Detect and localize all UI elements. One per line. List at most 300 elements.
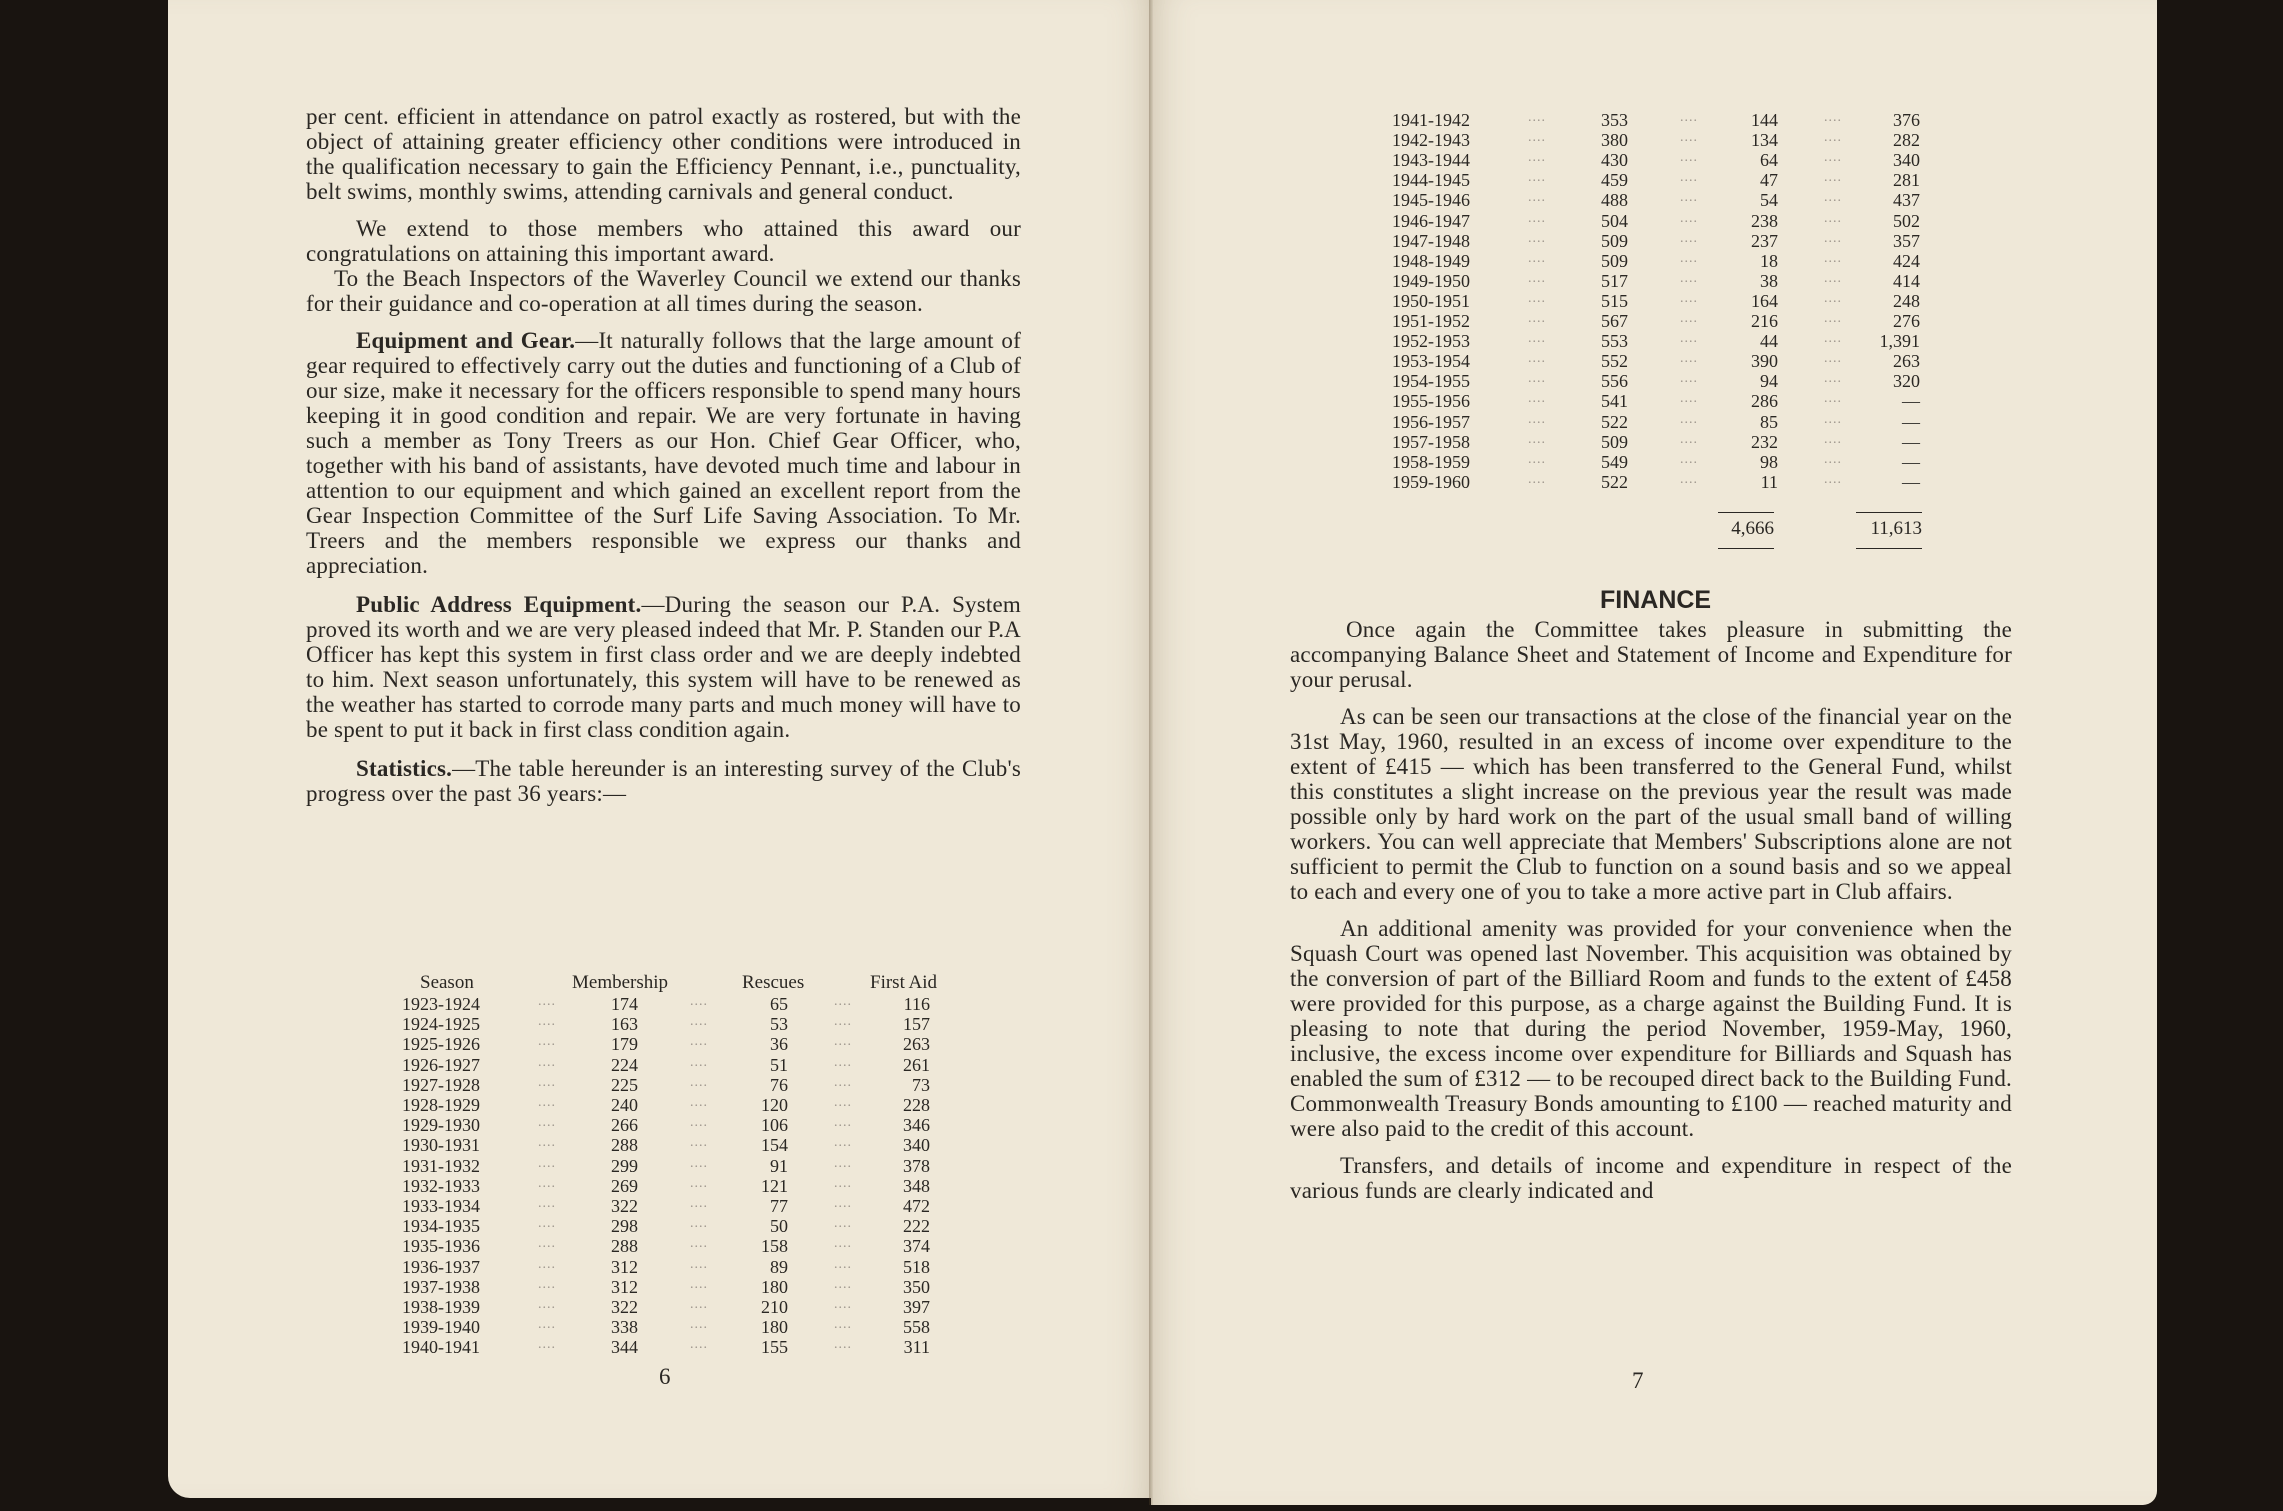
leader-dots: .... (1680, 130, 1698, 146)
rescues-cell: 120 (761, 1095, 788, 1115)
table-row (1392, 391, 1952, 411)
header-rescues: Rescues (742, 972, 805, 993)
table-row (402, 994, 962, 1014)
rescues-cell: 51 (770, 1054, 788, 1075)
season-cell: 1924-1925 (402, 1014, 480, 1035)
season-cell: 1952-1953 (1392, 331, 1470, 352)
rescues-cell: 158 (761, 1236, 788, 1257)
leader-dots: .... (1824, 290, 1842, 306)
leader-dots: .... (834, 1317, 852, 1333)
first-aid-cell: — (1902, 411, 1920, 432)
leader-dots: .... (1528, 431, 1546, 447)
season-cell: 1951-1952 (1392, 311, 1470, 331)
season-cell: 1946-1947 (1392, 210, 1470, 231)
membership-cell: 552 (1601, 351, 1628, 372)
season-cell: 1933-1934 (402, 1196, 480, 1216)
leader-dots: .... (1680, 190, 1698, 206)
first-aid-cell: 261 (903, 1054, 930, 1075)
rescues-cell: 390 (1751, 351, 1778, 372)
membership-cell: 240 (611, 1095, 638, 1115)
leader-dots: .... (1528, 290, 1546, 306)
leader-dots: .... (690, 1074, 708, 1090)
leader-dots: .... (690, 1095, 708, 1110)
membership-cell: 224 (611, 1054, 638, 1075)
leader-dots: .... (690, 1297, 708, 1312)
rescues-total-rule-bottom (1718, 548, 1774, 549)
leader-dots: .... (1680, 351, 1698, 367)
equipment-text: —It naturally follows that the large amount of gear required to effectively carry out the duties and functioning of a Club of our size, make it necessary for the officers responsible to spend many hours keeping it in good condition and repair. We are very fortunate in having such a member as Tony Treers as our Hon. Chief Gear Officer, who, together with his band of assistants, have devoted much time and labour in attention to our equipment and which gained an excellent report from the Gear Inspection Committee of the Surf Life Saving Association. To Mr. Treers and the members responsible we express our thanks and appreciation. (306, 328, 1021, 578)
membership-cell: 522 (1601, 411, 1628, 432)
leader-dots: .... (834, 1054, 852, 1070)
season-cell: 1927-1928 (402, 1074, 480, 1095)
leader-dots: .... (1824, 130, 1842, 146)
leader-dots: .... (1824, 150, 1842, 166)
paragraph-squash-court: An additional amenity was provided for your convenience when the Squash Court was opened last November. This acquisition was obtained by the conversion of part of the Billiard Room and funds to the extent of £458 were provided for this purpose, as a charge against the Building Fund. It is pleasing to note that during the period November, 1959-May, 1960, inclusive, the excess income over expenditure for Billiards and Squash has enabled the sum of £312 — to be recouped direct back to the Building Fund. Commonwealth Treasury Bonds amounting to £100 — reached maturity and were also paid to the credit of this account. (1290, 916, 2012, 1141)
first-aid-cell: 558 (903, 1317, 930, 1338)
first-aid-cell: — (1902, 391, 1920, 412)
leader-dots: .... (1528, 411, 1546, 427)
rescues-cell: 53 (770, 1014, 788, 1035)
season-cell: 1930-1931 (402, 1135, 480, 1156)
table-row (1392, 351, 1952, 371)
season-cell: 1939-1940 (402, 1317, 480, 1338)
table-row (402, 1156, 962, 1176)
paragraph-transfers: Transfers, and details of income and expenditure in respect of the various funds are clearly indicated and (1290, 1153, 2012, 1203)
leader-dots: .... (1528, 351, 1546, 367)
table-row (1392, 432, 1952, 452)
season-cell: 1947-1948 (1392, 230, 1470, 251)
statistics-text: —The table hereunder is an interesting survey of the Club's progress over the past 36 years:— (306, 756, 1021, 806)
left-page-text (306, 104, 1021, 806)
first-aid-cell: 263 (903, 1034, 930, 1055)
leader-dots: .... (1528, 170, 1546, 186)
season-cell: 1929-1930 (402, 1115, 480, 1136)
season-cell: 1937-1938 (402, 1276, 480, 1297)
leader-dots: .... (1824, 471, 1842, 487)
total-rescues: 4,666 (1731, 518, 1774, 539)
leader-dots: .... (538, 1135, 556, 1151)
paragraph-congratulations: We extend to those members who attained this award our congratulations on attaining this important award. (306, 216, 1021, 266)
first-aid-cell: 340 (903, 1135, 930, 1156)
leader-dots: .... (834, 1034, 852, 1050)
rescues-cell: 64 (1760, 150, 1778, 171)
leader-dots: .... (538, 1196, 556, 1211)
season-cell: 1936-1937 (402, 1256, 480, 1277)
table-row (1392, 170, 1952, 190)
first-aid-cell: 263 (1893, 351, 1920, 372)
leader-dots: .... (834, 1175, 852, 1191)
leader-dots: .... (1824, 230, 1842, 246)
leader-dots: .... (1528, 371, 1546, 387)
season-cell: 1948-1949 (1392, 250, 1470, 271)
statistics-heading: Statistics. (356, 756, 453, 781)
membership-cell: 312 (611, 1276, 638, 1297)
first-aid-cell: 320 (1893, 371, 1920, 392)
table-row (402, 1115, 962, 1135)
leader-dots: .... (690, 1034, 708, 1050)
rescues-cell: 155 (761, 1337, 788, 1358)
first-aid-total-rule-top (1856, 512, 1922, 513)
first-aid-total-rule-bottom (1856, 548, 1922, 549)
statistics-table-left (402, 994, 962, 1360)
leader-dots: .... (690, 1014, 708, 1030)
membership-cell: 488 (1601, 190, 1628, 211)
rescues-cell: 18 (1760, 250, 1778, 271)
table-row (1392, 190, 1952, 210)
leader-dots: .... (1824, 431, 1842, 447)
rescues-cell: 121 (761, 1175, 788, 1196)
leader-dots: .... (834, 1276, 852, 1292)
paragraph-transactions: As can be seen our transactions at the close of the financial year on the 31st May, 1960, resulted in an excess of income over expenditure to the extent of £415 — which has been transferred to the General Fund, whilst this constitutes a slight increase on the previous year the result was made possible only by hard work on the part of the usual small band of willing workers. You can well appreciate that Members' Subscriptions alone are not sufficient to permit the Club to function on a sound basis and so we appeal to each and every one of you to take a more active part in Club affairs. (1290, 704, 2012, 904)
table-row (402, 1337, 962, 1357)
rescues-cell: 238 (1751, 210, 1778, 231)
season-cell: 1944-1945 (1392, 170, 1470, 191)
first-aid-cell: 116 (903, 994, 930, 1014)
table-row (1392, 231, 1952, 251)
leader-dots: .... (834, 1216, 852, 1232)
first-aid-cell: 472 (903, 1196, 930, 1216)
rescues-cell: 47 (1760, 170, 1778, 191)
page-number-left: 6 (659, 1364, 671, 1389)
leader-dots: .... (1680, 331, 1698, 347)
table-row (1392, 271, 1952, 291)
membership-cell: 556 (1601, 371, 1628, 392)
leader-dots: .... (834, 1135, 852, 1151)
leader-dots: .... (538, 1236, 556, 1252)
membership-cell: 515 (1601, 290, 1628, 311)
leader-dots: .... (1824, 391, 1842, 407)
rescues-cell: 134 (1751, 130, 1778, 151)
season-cell: 1959-1960 (1392, 471, 1470, 492)
leader-dots: .... (1680, 391, 1698, 407)
membership-cell: 430 (1601, 150, 1628, 171)
season-cell: 1954-1955 (1392, 371, 1470, 392)
rescues-cell: 36 (770, 1034, 788, 1055)
table-row (402, 1176, 962, 1196)
rescues-cell: 164 (1751, 290, 1778, 311)
membership-cell: 522 (1601, 471, 1628, 492)
rescues-cell: 154 (761, 1135, 788, 1156)
leader-dots: .... (690, 1216, 708, 1232)
season-cell: 1945-1946 (1392, 190, 1470, 211)
leader-dots: .... (538, 1256, 556, 1272)
membership-cell: 269 (611, 1175, 638, 1196)
table-row (1392, 130, 1952, 150)
leader-dots: .... (690, 1115, 708, 1131)
rescues-cell: 98 (1760, 451, 1778, 472)
leader-dots: .... (1824, 210, 1842, 226)
leader-dots: .... (834, 1256, 852, 1272)
leader-dots: .... (1528, 451, 1546, 467)
membership-cell: 288 (611, 1236, 638, 1257)
leader-dots: .... (1528, 250, 1546, 266)
leader-dots: .... (1528, 391, 1546, 407)
leader-dots: .... (690, 1236, 708, 1252)
table-row (402, 1034, 962, 1054)
leader-dots: .... (538, 1317, 556, 1333)
right-page-text (1290, 617, 2012, 1203)
leader-dots: .... (538, 1095, 556, 1110)
leader-dots: .... (690, 1256, 708, 1272)
table-row (402, 1317, 962, 1337)
leader-dots: .... (1824, 411, 1842, 427)
leader-dots: .... (1824, 311, 1842, 326)
first-aid-cell: 276 (1893, 311, 1920, 331)
leader-dots: .... (834, 1155, 852, 1171)
table-row (402, 1277, 962, 1297)
season-cell: 1950-1951 (1392, 290, 1470, 311)
leader-dots: .... (1680, 250, 1698, 266)
table-row (1392, 211, 1952, 231)
finance-heading: FINANCE (1600, 586, 1712, 614)
season-cell: 1928-1929 (402, 1095, 480, 1115)
membership-cell: 163 (611, 1014, 638, 1035)
leader-dots: .... (1680, 311, 1698, 326)
season-cell: 1955-1956 (1392, 391, 1470, 412)
leader-dots: .... (690, 1155, 708, 1171)
leader-dots: .... (538, 1297, 556, 1312)
leader-dots: .... (1824, 110, 1842, 125)
first-aid-cell: 437 (1893, 190, 1920, 211)
first-aid-cell: — (1902, 471, 1920, 492)
table-row (402, 1075, 962, 1095)
leader-dots: .... (690, 994, 708, 1009)
membership-cell: 353 (1601, 110, 1628, 130)
leader-dots: .... (834, 1014, 852, 1030)
first-aid-cell: 282 (1893, 130, 1920, 151)
season-cell: 1931-1932 (402, 1155, 480, 1176)
season-cell: 1923-1924 (402, 994, 480, 1014)
table-row (402, 1236, 962, 1256)
leader-dots: .... (1824, 371, 1842, 387)
rescues-cell: 237 (1751, 230, 1778, 251)
leader-dots: .... (1680, 270, 1698, 286)
paragraph-balance-sheet: Once again the Committee takes pleasure in submitting the accompanying Balance Sheet and Statement of Income and Expenditure for your perusal. (1290, 617, 2012, 692)
leader-dots: .... (690, 1317, 708, 1333)
leader-dots: .... (538, 1115, 556, 1131)
table-row (1392, 331, 1952, 351)
leader-dots: .... (834, 1337, 852, 1353)
first-aid-cell: 414 (1893, 270, 1920, 291)
first-aid-cell: 424 (1893, 250, 1920, 271)
pa-text: —During the season our P.A. System proved its worth and we are very pleased indeed that Mr. P. Standen our P.A Officer has kept this system in first class order and we are deeply indebted to him. Next season unfortunately, this system will have to be renewed as the weather has started to corrode many parts and much money will have to be spent to put it back in first class condition again. (306, 592, 1021, 742)
leader-dots: .... (690, 1196, 708, 1211)
table-row (402, 1095, 962, 1115)
leader-dots: .... (538, 1074, 556, 1090)
season-cell: 1956-1957 (1392, 411, 1470, 432)
membership-cell: 517 (1601, 270, 1628, 291)
header-season: Season (420, 972, 474, 993)
leader-dots: .... (538, 1175, 556, 1191)
first-aid-cell: 376 (1893, 110, 1920, 130)
first-aid-cell: 348 (903, 1175, 930, 1196)
leader-dots: .... (1528, 331, 1546, 347)
rescues-cell: 180 (761, 1276, 788, 1297)
leader-dots: .... (1680, 110, 1698, 125)
season-cell: 1934-1935 (402, 1216, 480, 1237)
membership-cell: 179 (611, 1034, 638, 1055)
membership-cell: 288 (611, 1135, 638, 1156)
leader-dots: .... (1824, 451, 1842, 467)
membership-cell: 380 (1601, 130, 1628, 151)
membership-cell: 299 (611, 1155, 638, 1176)
leader-dots: .... (1680, 431, 1698, 447)
season-cell: 1953-1954 (1392, 351, 1470, 372)
table-row (1392, 452, 1952, 472)
table-row (1392, 150, 1952, 170)
paragraph-statistics (306, 756, 1021, 806)
first-aid-cell: 350 (903, 1276, 930, 1297)
table-row (1392, 291, 1952, 311)
membership-cell: 266 (611, 1115, 638, 1136)
rescues-cell: 106 (761, 1115, 788, 1136)
leader-dots: .... (1528, 311, 1546, 326)
membership-cell: 322 (611, 1297, 638, 1317)
leader-dots: .... (1824, 351, 1842, 367)
leader-dots: .... (834, 1196, 852, 1211)
rescues-cell: 89 (770, 1256, 788, 1277)
first-aid-cell: 346 (903, 1115, 930, 1136)
table-row (402, 1014, 962, 1034)
header-membership: Membership (572, 972, 669, 993)
membership-cell: 225 (611, 1074, 638, 1095)
leader-dots: .... (1680, 150, 1698, 166)
paragraph-equipment (306, 328, 1021, 578)
membership-cell: 298 (611, 1216, 638, 1237)
leader-dots: .... (538, 1034, 556, 1050)
membership-cell: 459 (1601, 170, 1628, 191)
membership-cell: 504 (1601, 210, 1628, 231)
first-aid-cell: 73 (912, 1074, 930, 1095)
pa-heading: Public Address Equipment. (356, 592, 642, 617)
rescues-total-rule-top (1718, 512, 1774, 513)
paragraph-public-address (306, 592, 1021, 742)
first-aid-cell: 1,391 (1879, 331, 1920, 352)
leader-dots: .... (538, 1054, 556, 1070)
table-row (402, 1135, 962, 1155)
first-aid-cell: 248 (1893, 290, 1920, 311)
first-aid-cell: 502 (1893, 210, 1920, 231)
page-number-right: 7 (1632, 1368, 1644, 1393)
membership-cell: 338 (611, 1317, 638, 1338)
leader-dots: .... (690, 1175, 708, 1191)
first-aid-cell: 157 (903, 1014, 930, 1035)
first-aid-cell: 357 (1893, 230, 1920, 251)
rescues-cell: 232 (1751, 431, 1778, 452)
season-cell: 1958-1959 (1392, 451, 1470, 472)
leader-dots: .... (538, 1216, 556, 1232)
rescues-cell: 50 (770, 1216, 788, 1237)
leader-dots: .... (690, 1054, 708, 1070)
rescues-cell: 77 (770, 1196, 788, 1216)
first-aid-cell: 311 (903, 1337, 930, 1358)
rescues-cell: 91 (770, 1155, 788, 1176)
rescues-cell: 38 (1760, 270, 1778, 291)
season-cell: 1925-1926 (402, 1034, 480, 1055)
leader-dots: .... (834, 1074, 852, 1090)
rescues-cell: 65 (770, 994, 788, 1014)
rescues-cell: 216 (1751, 311, 1778, 331)
first-aid-cell: 228 (903, 1095, 930, 1115)
leader-dots: .... (1824, 250, 1842, 266)
header-first-aid: First Aid (870, 972, 938, 993)
membership-cell: 509 (1601, 250, 1628, 271)
leader-dots: .... (1528, 130, 1546, 146)
table-row (1392, 472, 1952, 492)
rescues-cell: 144 (1751, 110, 1778, 130)
first-aid-cell: 374 (903, 1236, 930, 1257)
leader-dots: .... (834, 1095, 852, 1110)
first-aid-cell: 281 (1893, 170, 1920, 191)
membership-cell: 549 (1601, 451, 1628, 472)
table-row (1392, 311, 1952, 331)
leader-dots: .... (1824, 190, 1842, 206)
leader-dots: .... (1680, 451, 1698, 467)
book-gutter (1149, 0, 1153, 1505)
membership-cell: 312 (611, 1256, 638, 1277)
leader-dots: .... (834, 994, 852, 1009)
first-aid-cell: 222 (903, 1216, 930, 1237)
table-row (402, 1216, 962, 1236)
season-cell: 1943-1944 (1392, 150, 1470, 171)
season-cell: 1940-1941 (402, 1337, 480, 1358)
leader-dots: .... (1680, 371, 1698, 387)
table-row (402, 1196, 962, 1216)
leader-dots: .... (834, 1236, 852, 1252)
leader-dots: .... (1824, 170, 1842, 186)
leader-dots: .... (1528, 471, 1546, 487)
leader-dots: .... (690, 1337, 708, 1353)
first-aid-cell: 340 (1893, 150, 1920, 171)
season-cell: 1932-1933 (402, 1175, 480, 1196)
season-cell: 1957-1958 (1392, 431, 1470, 452)
leader-dots: .... (1680, 411, 1698, 427)
leader-dots: .... (538, 1155, 556, 1171)
table-row (1392, 251, 1952, 271)
membership-cell: 509 (1601, 230, 1628, 251)
leader-dots: .... (1528, 270, 1546, 286)
first-aid-cell: 378 (903, 1155, 930, 1176)
season-cell: 1938-1939 (402, 1297, 480, 1317)
rescues-cell: 54 (1760, 190, 1778, 211)
season-cell: 1949-1950 (1392, 270, 1470, 291)
leader-dots: .... (1528, 190, 1546, 206)
rescues-cell: 210 (761, 1297, 788, 1317)
leader-dots: .... (1680, 230, 1698, 246)
leader-dots: .... (834, 1115, 852, 1131)
leader-dots: .... (1680, 471, 1698, 487)
rescues-cell: 11 (1760, 471, 1778, 492)
first-aid-cell: — (1902, 451, 1920, 472)
first-aid-cell: — (1902, 431, 1920, 452)
membership-cell: 344 (611, 1337, 638, 1358)
leader-dots: .... (1528, 110, 1546, 125)
leader-dots: .... (538, 1014, 556, 1030)
leader-dots: .... (1680, 290, 1698, 306)
table-row (1392, 412, 1952, 432)
membership-cell: 567 (1601, 311, 1628, 331)
rescues-cell: 76 (770, 1074, 788, 1095)
rescues-cell: 180 (761, 1317, 788, 1338)
leader-dots: .... (834, 1297, 852, 1312)
membership-cell: 174 (611, 994, 638, 1014)
paragraph-beach-inspectors: To the Beach Inspectors of the Waverley Council we extend our thanks for their guidance and co-operation at all times during the season. (306, 266, 1021, 316)
rescues-cell: 44 (1760, 331, 1778, 352)
season-cell: 1926-1927 (402, 1054, 480, 1075)
membership-cell: 322 (611, 1196, 638, 1216)
season-cell: 1935-1936 (402, 1236, 480, 1257)
leader-dots: .... (538, 1276, 556, 1292)
